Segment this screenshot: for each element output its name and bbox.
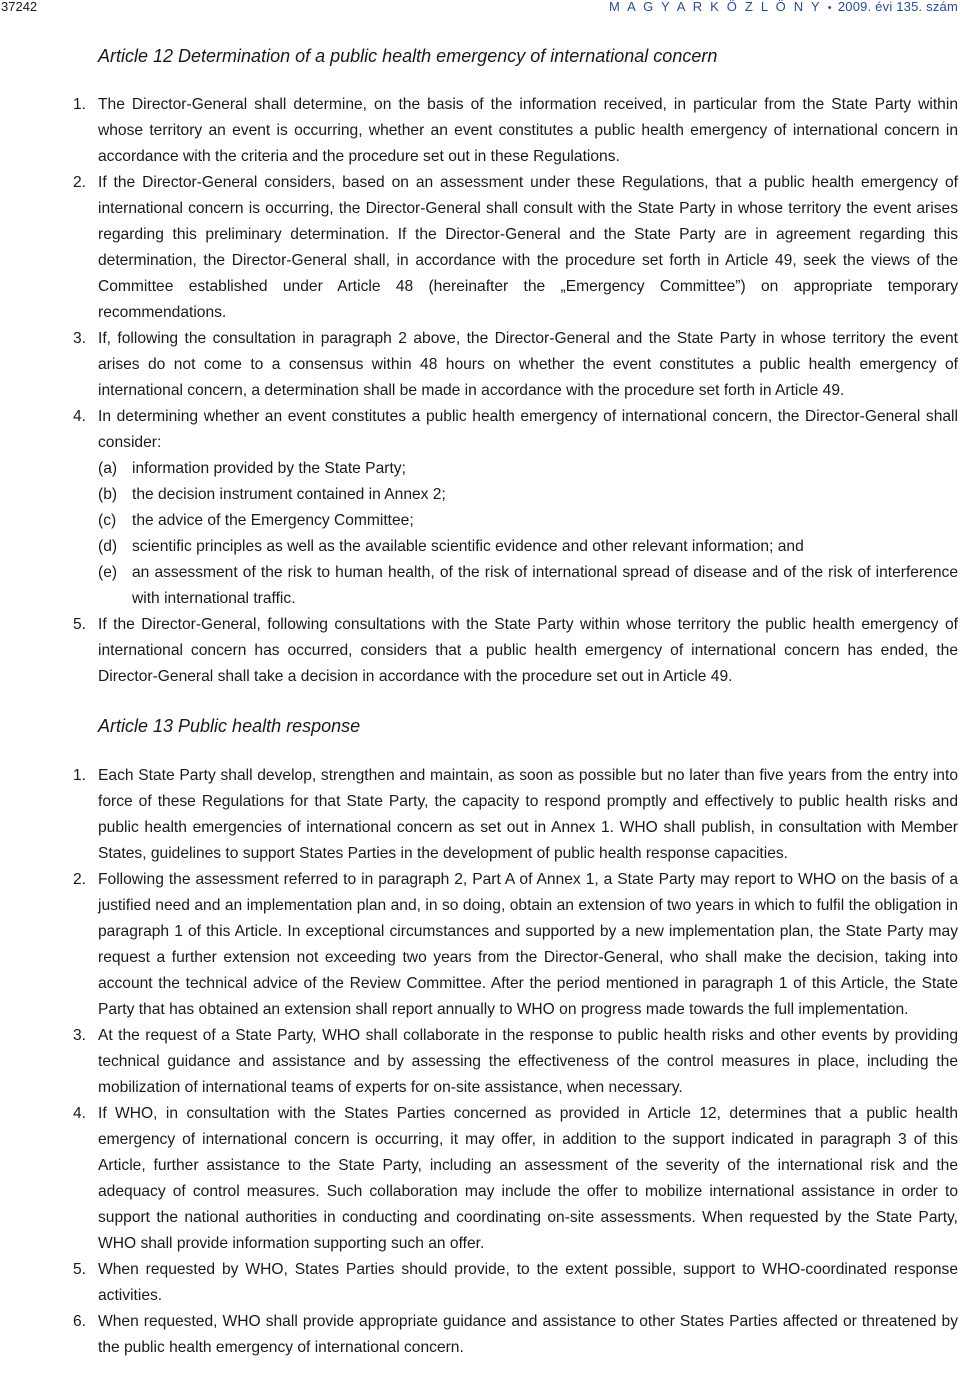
article-12-paragraphs — [0, 92, 960, 690]
paragraph-text: Each State Party shall develop, strengthen and maintain, as soon as possible but no later than five years from the entry into force of these Regulations for that State Party, the capacity to respond promptly and effectively to public health risks and public health emergencies of international concern as set out in Annex 1. WHO shall publish, in consultation with Member States, guidelines to support States Parties in the development of public health response capacities. — [98, 767, 958, 862]
list-item — [98, 456, 958, 482]
paragraph — [0, 92, 960, 170]
item-letter: (e) — [98, 564, 118, 581]
paragraph-text: If the Director-General, following consultations with the State Party within whose territory the public health emergency of international concern has occurred, considers that a public health emergency of international concern has ended, the Director-General shall take a decision in accordance with the procedure set out in Article 49. — [98, 616, 958, 685]
page-header — [0, 0, 960, 20]
article-13-title: Article 13 Public health response — [98, 716, 361, 736]
item-letter: (c) — [98, 512, 117, 529]
paragraph-number: 6. — [73, 1313, 87, 1330]
article-12-title: Article 12 Determination of a public health emergency of international concern — [98, 46, 718, 66]
paragraph-text: When requested, WHO shall provide appropriate guidance and assistance to other States Parties affected or threatened by the public health emergency of international concern. — [98, 1313, 958, 1356]
list-item — [98, 534, 958, 560]
paragraph — [0, 1309, 960, 1361]
journal-name: M A G Y A R K Ö Z L Ö N Y — [609, 0, 822, 14]
list-item — [98, 560, 958, 612]
paragraph-number: 5. — [73, 616, 87, 633]
paragraph-number: 2. — [73, 174, 87, 191]
paragraph-number: 4. — [73, 408, 87, 425]
paragraph-text: At the request of a State Party, WHO shall collaborate in the response to public health risks and other events by providing technical guidance and assistance and by assessing the effectiveness of the control measures in place, including the mobilization of international teams of experts for on-site assistance, when necessary. — [98, 1027, 958, 1096]
criteria-list — [98, 456, 958, 612]
issue-label: 2009. évi 135. szám — [837, 0, 958, 14]
paragraph — [0, 763, 960, 867]
paragraph-number: 3. — [73, 330, 87, 347]
item-text: scientific principles as well as the available scientific evidence and other relevant information; and — [132, 538, 804, 555]
item-letter: (d) — [98, 538, 118, 555]
item-letter: (a) — [98, 460, 118, 477]
item-text: the decision instrument contained in Annex 2; — [132, 486, 446, 503]
paragraph-number: 5. — [73, 1261, 87, 1278]
item-text: an assessment of the risk to human health, of the risk of international spread of disease and of the risk of interference with international traffic. — [132, 564, 958, 607]
paragraph — [0, 612, 960, 690]
paragraph-text: Following the assessment referred to in paragraph 2, Part A of Annex 1, a State Party may report to WHO on the basis of a justified need and an implementation plan and, in so doing, obtain an extension of two years in which to fulfil the obligation in paragraph 1 of this Article. In exceptional circumstances and supported by a new implementation plan, the State Party may request a further extension not exceeding two years from the Director-General, who shall make the decision, taking into account the technical advice of the Review Committee. After the period mentioned in paragraph 1 of this Article, the State Party that has obtained an extension shall report annually to WHO on progress made towards the full implementation. — [98, 871, 958, 1018]
item-text: the advice of the Emergency Committee; — [132, 512, 414, 529]
running-title — [609, 0, 958, 15]
paragraph-number: 4. — [73, 1105, 87, 1122]
paragraph-text: If WHO, in consultation with the States Parties concerned as provided in Article 12, determines that a public health emergency of international concern is occurring, it may offer, in addition to the support indicated in paragraph 3 of this Article, further assistance to the State Party, including an assessment of the severity of the international risk and the adequacy of control measures. Such collaboration may include the offer to mobilize international assistance in order to support the national authorities in conducting and coordinating on-site assessments. When requested by the State Party, WHO shall provide information supporting such an offer. — [98, 1105, 958, 1252]
paragraph-text: If the Director-General considers, based on an assessment under these Regulations, that a public health emergency of international concern is occurring, the Director-General shall consult with the State Party in whose territory the event arises regarding this preliminary determination. If the Director-General and the State Party are in agreement regarding this determination, the Director-General shall, in accordance with the procedure set forth in Article 49, seek the views of the Committee established under Article 48 (hereinafter the „Emergency Committee”) on appropriate temporary recommendations. — [98, 174, 958, 321]
paragraph-number: 2. — [73, 871, 87, 888]
paragraph-text: When requested by WHO, States Parties should provide, to the extent possible, support to WHO-coordinated response activities. — [98, 1261, 958, 1304]
page-number: 37242 — [1, 0, 38, 14]
paragraph — [0, 1101, 960, 1257]
paragraph — [0, 404, 960, 612]
paragraph — [0, 326, 960, 404]
bullet-separator: • — [827, 2, 832, 14]
list-item — [98, 508, 958, 534]
paragraph — [0, 867, 960, 1023]
paragraph — [0, 170, 960, 326]
paragraph-text: In determining whether an event constitutes a public health emergency of international concern, the Director-General shall consider: — [98, 408, 958, 451]
list-item — [98, 482, 958, 508]
paragraph-number: 1. — [73, 96, 87, 113]
item-letter: (b) — [98, 486, 118, 503]
paragraph-text: The Director-General shall determine, on the basis of the information received, in particular from the State Party within whose territory an event is occurring, whether an event constitutes a public health emergency of international concern in accordance with the criteria and the procedure set out in these Regulations. — [98, 96, 958, 165]
paragraph-number: 1. — [73, 767, 87, 784]
item-text: information provided by the State Party; — [132, 460, 406, 477]
paragraph — [0, 1257, 960, 1309]
paragraph-number: 3. — [73, 1027, 87, 1044]
paragraph — [0, 1023, 960, 1101]
article-13-paragraphs — [0, 763, 960, 1361]
paragraph-text: If, following the consultation in paragraph 2 above, the Director-General and the State Party in whose territory the event arises do not come to a consensus within 48 hours on whether the event constitutes a public health emergency of international concern, a determination shall be made in accordance with the procedure set forth in Article 49. — [98, 330, 958, 399]
